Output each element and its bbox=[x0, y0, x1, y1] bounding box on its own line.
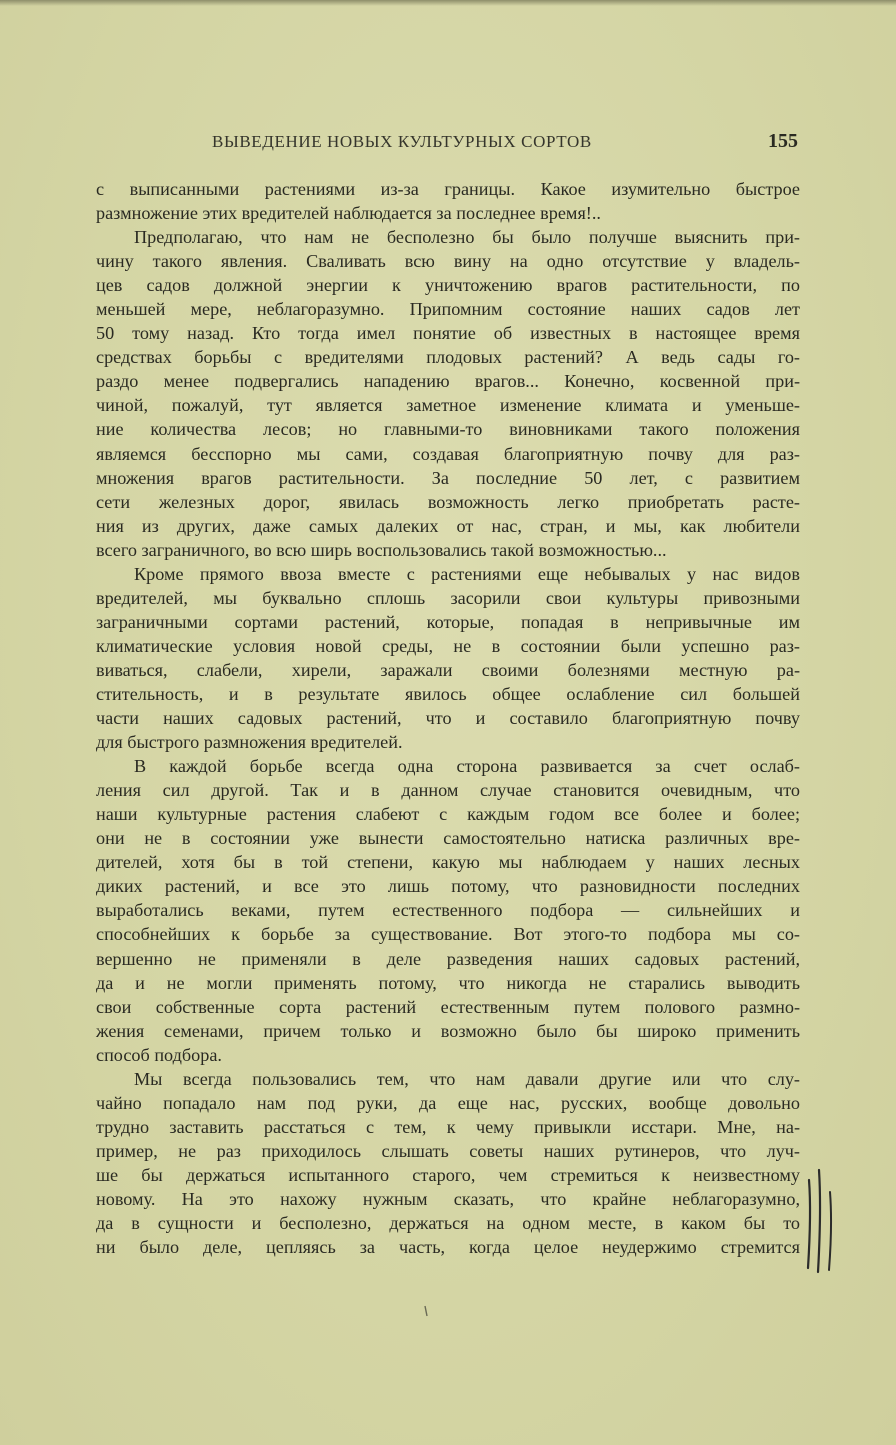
text-line: пример, не раз приходилось слышать советы наших рутинеров, что луч- bbox=[96, 1140, 800, 1161]
text-line: являемся бесспорно мы сами, создавая благоприятную почву для раз- bbox=[96, 443, 800, 464]
text-line: они не в состоянии уже вынести самостоятельно натиска различных вре- bbox=[96, 828, 800, 849]
text-line: да и не могли применять потому, что никогда не старались выводить bbox=[96, 972, 800, 993]
text-line: сети железных дорог, явилась возможность легко приобретать расте- bbox=[96, 491, 800, 512]
text-line: чину такого явления. Сваливать всю вину на одно отсутствие у владель- bbox=[96, 251, 800, 272]
text-line: размножение этих вредителей наблюдается за последнее время!.. bbox=[96, 203, 601, 224]
text-line: чайно попадало нам под руки, да еще нас, русских, вообще довольно bbox=[96, 1092, 800, 1113]
text-line: 50 тому назад. Кто тогда имел понятие об известных в настоящее время bbox=[96, 323, 800, 344]
text-line: дителей, хотя бы в той степени, какую мы наблюдаем у наших лесных bbox=[96, 852, 800, 873]
text-line: вредителей, мы буквально сплошь засорили свои культуры привозными bbox=[96, 587, 800, 608]
text-line: стительность, и в результате явилось общее ослабление сил большей bbox=[96, 683, 800, 704]
text-line: вершенно не применяли в деле разведения наших садовых растений, bbox=[96, 948, 800, 969]
text-line: выработались веками, путем естественного подбора — сильнейших и bbox=[96, 900, 800, 921]
text-line: всего заграничного, во всю ширь воспользовались такой возможностью... bbox=[96, 539, 667, 560]
text-line: средствах борьбы с вредителями плодовых растений? А ведь сады го- bbox=[96, 347, 800, 368]
text-line: ния из других, даже самых далеких от нас, стран, и мы, как любители bbox=[96, 515, 800, 536]
text-line: ше бы держаться испытанного старого, чем стремиться к неизвестному bbox=[96, 1164, 800, 1185]
text-line: климатические условия новой среды, не в состоянии были успешно раз- bbox=[96, 635, 800, 656]
text-line: цев садов должной энергии к уничтожению врагов растительности, по bbox=[96, 275, 800, 296]
text-line: меньшей мере, неблагоразумно. Припомним состояние наших садов лет bbox=[96, 299, 800, 320]
text-line: Кроме прямого ввоза вместе с растениями еще небывалых у нас видов bbox=[134, 563, 800, 584]
text-line: да в сущности и бесполезно, держаться на одном месте, в каком бы то bbox=[96, 1213, 800, 1234]
text-line: для быстрого размножения вредителей. bbox=[96, 732, 403, 753]
text-line: чиной, пожалуй, тут является заметное изменение климата и уменьше- bbox=[96, 395, 800, 416]
text-line: трудно заставить расстаться с тем, к чему привыкли исстари. Мне, на- bbox=[96, 1116, 800, 1137]
text-line: Мы всегда пользовались тем, что нам давали другие или что слу- bbox=[134, 1068, 800, 1089]
text-body bbox=[96, 177, 800, 1259]
running-title: ВЫВЕДЕНИЕ НОВЫХ КУЛЬТУРНЫХ СОРТОВ bbox=[212, 132, 592, 151]
text-line: виваться, слабели, хирели, заражали своими болезнями местную ра- bbox=[96, 659, 800, 680]
paper-speck bbox=[423, 1305, 429, 1317]
text-line: наши культурные растения слабеют с каждым годом все более и более; bbox=[96, 804, 800, 825]
text-line: ни было деле, цепляясь за часть, когда целое неудержимо стремится bbox=[96, 1237, 800, 1258]
text-line: ления сил другой. Так и в данном случае становится очевидным, что bbox=[96, 780, 800, 801]
text-line: с выписанными растениями из-за границы. Какое изумительно быстрое bbox=[96, 179, 800, 199]
text-line: раздо менее подвергались нападению врагов... Конечно, косвенной при- bbox=[96, 371, 800, 392]
page-header bbox=[96, 130, 800, 156]
margin-pencil-marks bbox=[806, 1166, 836, 1274]
page-top-edge bbox=[0, 0, 896, 6]
text-line: части наших садовых растений, что и составило благоприятную почву bbox=[96, 708, 800, 729]
text-line: свои собственные сорта растений естественным путем полового размно- bbox=[96, 996, 800, 1017]
text-line: ние количества лесов; но главными-то виновниками такого положения bbox=[96, 419, 800, 440]
page-number: 155 bbox=[768, 130, 798, 152]
text-line: жения семенами, причем только и возможно было бы широко применить bbox=[96, 1020, 800, 1041]
text-line: заграничными сортами растений, которые, попадая в непривычные им bbox=[96, 611, 800, 632]
text-line: способнейших к борьбе за существование. Вот этого-то подбора мы со- bbox=[96, 924, 800, 945]
text-line: множения врагов растительности. За последние 50 лет, с развитием bbox=[96, 467, 800, 488]
text-line: В каждой борьбе всегда одна сторона развивается за счет ослаб- bbox=[134, 756, 800, 777]
text-line: новому. На это нахожу нужным сказать, что крайне неблагоразумно, bbox=[96, 1188, 800, 1209]
text-line: диких растений, и все это лишь потому, что разновидности последних bbox=[96, 876, 800, 897]
text-line: способ подбора. bbox=[96, 1044, 222, 1065]
text-line: Предполагаю, что нам не бесполезно бы было получше выяснить при- bbox=[134, 227, 800, 248]
